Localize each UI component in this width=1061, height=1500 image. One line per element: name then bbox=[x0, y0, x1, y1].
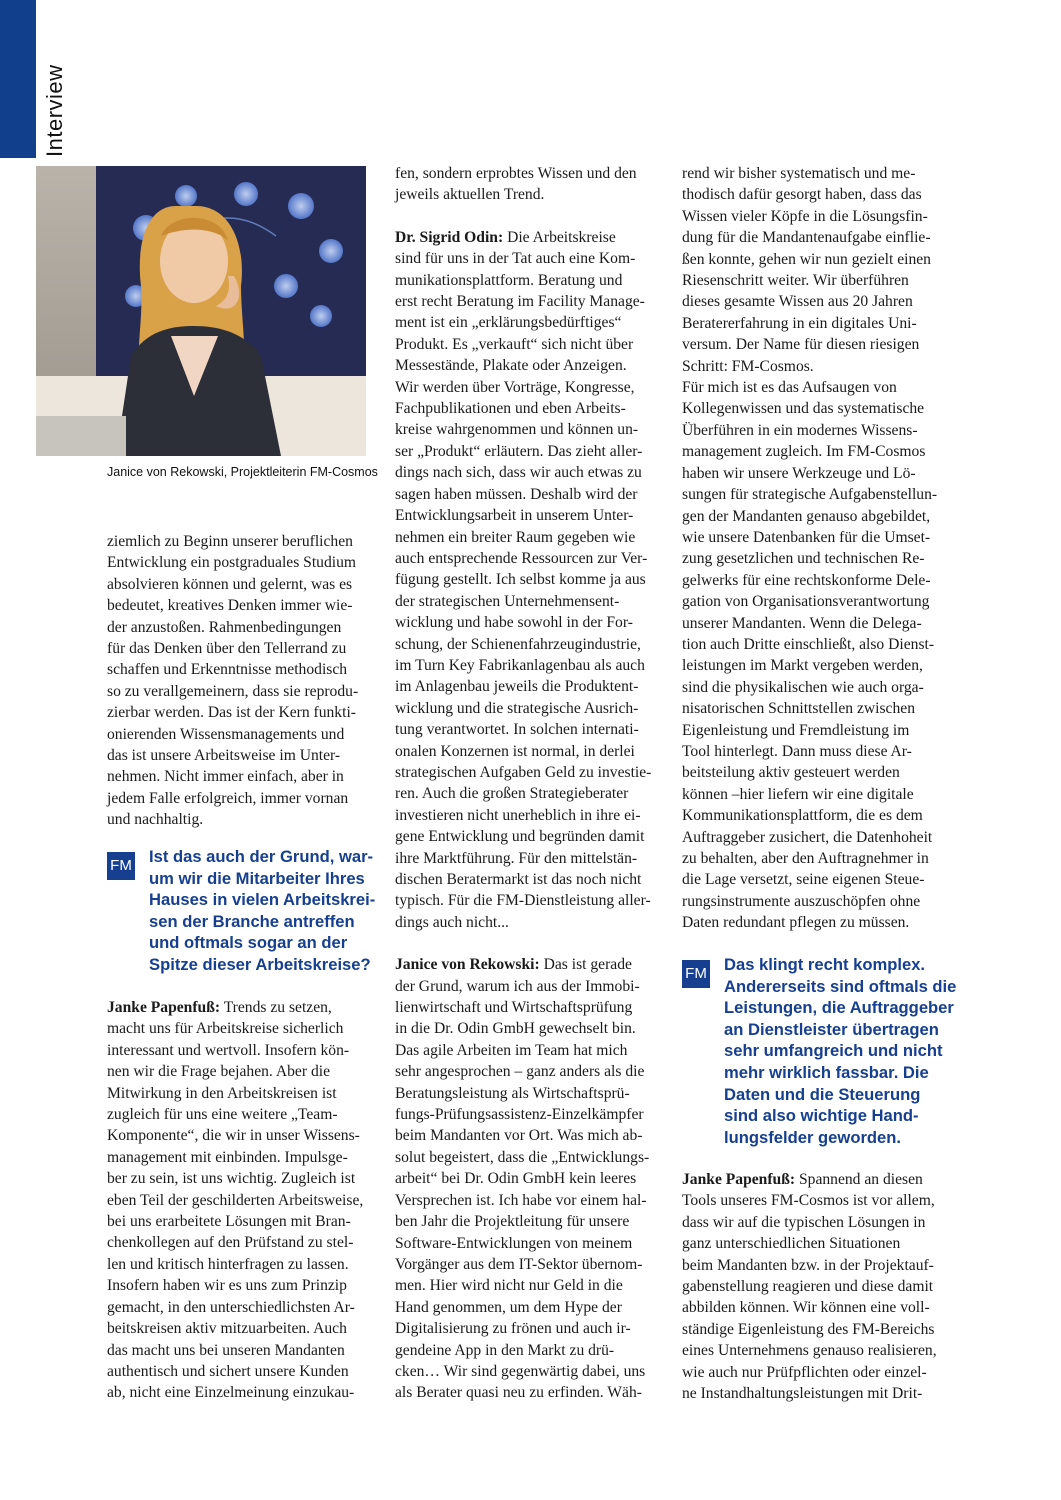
paragraph: Dr. Sigrid Odin: Die Arbeitskreise sind für uns in der Tat auch eine Kom- munikationsplattform. Beratung und erst recht Beratung im Facility Manage- ment ist ein „erklärungsbedürftiges“ Produkt. Es „verkauft“ sich nicht über Messestände, Plakate oder Anzeigen. Wir werden über Vorträge, Kongresse, Fachpublikationen und eben Arbeits- kreise wahrgenommen und können un- ser „Produkt“ erläutern. Das zieht aller- dings nach sich, dass wir auch etwas zu sagen haben müssen. Deshalb wird der Entwicklungsarbeit in unserem Unter- nehmen ein breiter Raum gegeben wie auch entsprechende Ressourcen zur Ver- fügung gestellt. Ich selbst komme ja aus der strategischen Unternehmensent- wicklung und habe sowohl in der For- schung, der Schienenfahrzeugindustrie, im Turn Key Fabrikanlagenbau als auch im Anlagenbau jeweils die Produktent- wicklung und die strategische Ausrich- tung verantwortet. In solchen internati- onalen Konzernen ist normal, in derlei strategischen Aufgaben Geld zu investie- ren. Auch die großen Strategieberater investieren nicht unerheblich in ihre ei- gene Entwicklung und begründen damit ihre Marktführung. Für den mittelstän- dischen Beratermarkt ist das noch nicht typisch. Für die FM-Dienstleistung aller- dings auch nicht... bbox=[395, 228, 652, 931]
interview-question: Ist das auch der Grund, war- um wir die Mitarbeiter Ihres Hauses in vielen Arbeitskrei- sen der Branche antreffen und oftmals sogar an der Spitze dieser Arbeitskreise? bbox=[149, 847, 376, 974]
photo-caption: Janice von Rekowski, Projektleiterin FM-Cosmos bbox=[107, 465, 378, 479]
paragraph: fen, sondern erprobtes Wissen und den jeweils aktuellen Trend. bbox=[395, 165, 637, 204]
column-3-answer bbox=[682, 1169, 950, 1404]
paragraph: rend wir bisher systematisch und me- thodisch dafür gesorgt haben, dass das Wissen vieler Köpfe in die Lösungsfin- dung für die Mandantenaufgabe einflie- ßen konnte, gehen wir nun gezielt einen Riesenschritt weiter. Wir überführen dieses gesamte Wissen aus 20 Jahren Beratererfahrung in ein digitales Uni- versum. Der Name für diesen riesigen Schritt: FM-Cosmos. Für mich ist es das Aufsaugen von Kollegenwissen und das systematische Überführen in ein modernes Wissens- management zugleich. Im FM-Cosmos haben wir unsere Werkzeuge und Lö- sungen für strategische Aufgabenstellun- gen der Mandanten genauso abgebildet, wie unsere Datenbanken für die Umset- zung gesetzlichen und technischen Re- gelwerks für eine rechtskonforme Dele- gation von Organisationsverantwortung unserer Mandanten. Wenn die Delega- tion auch Dritte einschließt, also Dienst- leistungen im Markt vergeben werden, sind die physikalischen wie auch orga- nisatorischen Schnittstellen zwischen Eigenleistung und Fremdleistung im Tool hinterlegt. Dann muss diese Ar- beitsteilung aktiv gesteuert werden können –hier liefern wir eine digitale Kommunikationsplattform, die es dem Auftraggeber zusichert, die Datenhoheit zu behalten, aber den Auftragnehmer in die Lage versetzt, seine eigenen Steue- rungsinstrumente auszuschöpfen ohne Daten redundant pflegen zu müssen. bbox=[682, 165, 938, 932]
interview-question: Das klingt recht komplex. Andererseits sind oftmals die Leistungen, die Auftraggeber an Dienstleister übertragen sehr umfangreich und nicht mehr wirklich fassbar. Die Daten und die Steuerung sind also wichtige Hand- lungsfelder geworden. bbox=[724, 955, 957, 1147]
fm-badge: FM bbox=[682, 960, 710, 988]
interview-photo bbox=[36, 166, 366, 456]
fm-badge: FM bbox=[107, 852, 135, 880]
column-1-answer bbox=[107, 997, 369, 1404]
speaker-name: Janke Papenfuß: bbox=[682, 1171, 796, 1188]
paragraph: Janice von Rekowski: Das ist gerade der Grund, warum ich aus der Immobi- lienwirtschaft und Wirtschaftsprüfung in die Dr. Odin GmbH gewechselt bin. Das agile Arbeiten im Team hat mich sehr angesprochen – ganz anders als die Beratungsleistung als Wirtschaftsprü- fungs-Prüfungsassistenz-Einzelkämpfer beim Mandanten vor Ort. Was mich ab- solut begeistert, dass die „Entwicklungs- arbeit“ bei Dr. Odin GmbH kein leeres Versprechen ist. Ich habe vor einem hal- ben Jahr die Projektleitung für unsere Software-Entwicklungen von meinem Vorgänger aus dem IT-Sektor übernom- men. Hier wird nicht nur Geld in die Hand genommen, um dem Hype der Digitalisierung zu frönen und auch ir- gendeine App in den Markt zu drü- cken… Wir sind gegenwärtig dabei, uns als Berater quasi neu zu erfinden. Wäh- bbox=[395, 956, 650, 1402]
section-label: Interview bbox=[42, 64, 67, 157]
section-tab bbox=[0, 0, 36, 158]
column-1-intro bbox=[107, 531, 369, 831]
column-3 bbox=[682, 163, 950, 934]
speaker-name: Janice von Rekowski: bbox=[395, 956, 540, 974]
speaker-name: Dr. Sigrid Odin: bbox=[395, 228, 504, 246]
paragraph: Janke Papenfuß: Trends zu setzen, macht uns für Arbeitskreise sicherlich interessant und wertvoll. Insofern kön- nen wir die Frage bejahen. Aber die Mitwirkung in den Arbeitskreisen ist zugleich für uns eine weitere „Team- Komponente“, die wir in unser Wissens- management mit einbinden. Impulsge- ber zu sein, ist uns wichtig. Zugleich ist eben Teil der geschilderten Arbeitsweise, bei uns erarbeitete Lösungen mit Bran- chenkollegen auf den Prüfstand zu stel- len und kritisch hinterfragen zu lassen. Insofern haben wir es uns zum Prinzip gemacht, in den unterschiedlichsten Ar- beitskreisen aktiv mitzuarbeiten. Auch das macht uns bei unseren Mandanten authentisch und sichert unsere Kunden ab, nicht eine Einzelmeinung einzukau- bbox=[107, 999, 364, 1402]
speaker-name: Janke Papenfuß: bbox=[107, 999, 221, 1016]
paragraph: ziemlich zu Beginn unserer beruflichen Entwicklung ein postgraduales Studium absolvieren können und gelernt, was es bedeutet, kreatives Denken immer wie- der anzustoßen. Rahmenbedingungen für das Denken über den Tellerrand zu schaffen und Erkenntnisse methodisch so zu verallgemeinern, dass sie reprodu- zierbar werden. Das ist der Kern funkti- onierenden Wissensmanagements und das ist unsere Arbeitsweise im Unter- nehmen. Nicht immer einfach, aber in jedem Falle erfolgreich, immer vornan und nachhaltig. bbox=[107, 533, 359, 829]
paragraph: Janke Papenfuß: Spannend an diesen Tools unseres FM-Cosmos ist vor allem, dass wir auf die typischen Lösungen in ganz unterschiedlichen Situationen beim Mandanten bzw. in der Projektauf- gabenstellung reagieren und diese damit abbilden können. Wir können eine voll- ständige Eigenleistung des FM-Bereichs eines Unternehmens genauso realisieren, wie auch nur Prüfpflichten oder einzel- ne Instandhaltungsleistungen mit Drit- bbox=[682, 1171, 937, 1403]
column-2 bbox=[395, 163, 657, 1404]
